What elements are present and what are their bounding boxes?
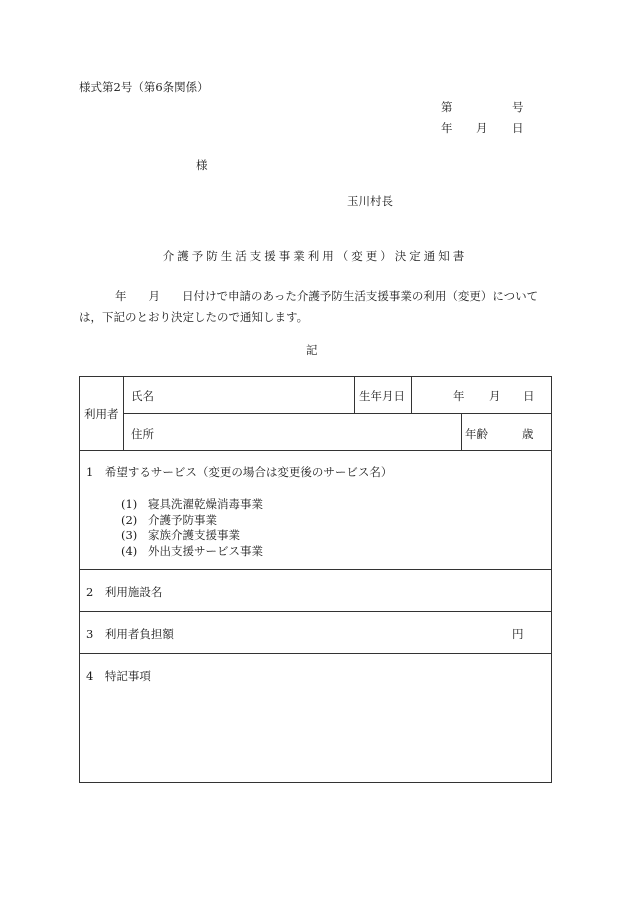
section2-title: 2 利用施設名 — [86, 585, 163, 599]
addressee-suffix: 様 — [196, 158, 208, 172]
section1-title: 1 希望するサービス（変更の場合は変更後のサービス名） — [86, 465, 393, 479]
list-item — [121, 497, 263, 513]
service-name: 外出支援サービス事業 — [148, 543, 263, 558]
list-item — [121, 544, 263, 560]
dob-label: 生年月日 — [359, 389, 405, 403]
row-divider — [80, 569, 551, 570]
dob-day-label: 日 — [523, 389, 535, 403]
dob-month-label: 月 — [489, 389, 501, 403]
service-number: (3) — [121, 528, 138, 542]
dob-year-label: 年 — [453, 389, 465, 403]
user-label: 利用者 — [84, 407, 119, 421]
body-month: 月 — [148, 289, 160, 303]
date-month-label: 月 — [476, 121, 488, 135]
service-name: 介護予防事業 — [148, 512, 217, 527]
list-item — [121, 513, 263, 529]
service-name: 寝具洗濯乾燥消毒事業 — [148, 497, 263, 511]
body-text: 日付けで申請のあった介護予防生活支援事業の利用（変更）については，下記のとおり決定したので通知します。 — [79, 289, 539, 324]
section3-title: 3 利用者負担額 — [86, 627, 174, 641]
col-divider — [123, 377, 124, 451]
service-list — [121, 497, 263, 559]
service-name: 家族介護支援事業 — [148, 528, 240, 542]
section3-unit: 円 — [512, 627, 524, 641]
row-divider — [80, 653, 551, 654]
col-divider — [354, 377, 355, 414]
service-number: (4) — [121, 543, 138, 558]
body-year: 年 — [115, 289, 127, 303]
form-id: 様式第2号（第6条関係） — [79, 80, 209, 94]
row-divider — [80, 450, 551, 451]
address-label: 住所 — [131, 427, 154, 441]
col-divider — [461, 414, 462, 451]
service-number: (2) — [121, 512, 138, 527]
list-item — [121, 528, 263, 544]
date-day-label: 日 — [512, 121, 524, 135]
issuer: 玉川村長 — [347, 194, 393, 208]
doc-number-suffix: 号 — [512, 100, 524, 114]
date-year-label: 年 — [441, 121, 453, 135]
form-table — [79, 376, 552, 783]
ki-heading: 記 — [306, 343, 318, 357]
age-label: 年齢 — [465, 427, 488, 441]
document-title: 介護予防生活支援事業利用（変更）決定通知書 — [162, 249, 468, 263]
col-divider — [411, 377, 412, 414]
name-label: 氏名 — [131, 389, 154, 403]
service-number: (1) — [121, 497, 138, 511]
section4-title: 4 特記事項 — [86, 669, 151, 683]
row-divider — [80, 611, 551, 612]
age-unit: 歳 — [522, 427, 534, 441]
doc-number-prefix: 第 — [441, 100, 453, 114]
row-divider — [124, 413, 551, 414]
body-paragraph — [79, 286, 554, 328]
